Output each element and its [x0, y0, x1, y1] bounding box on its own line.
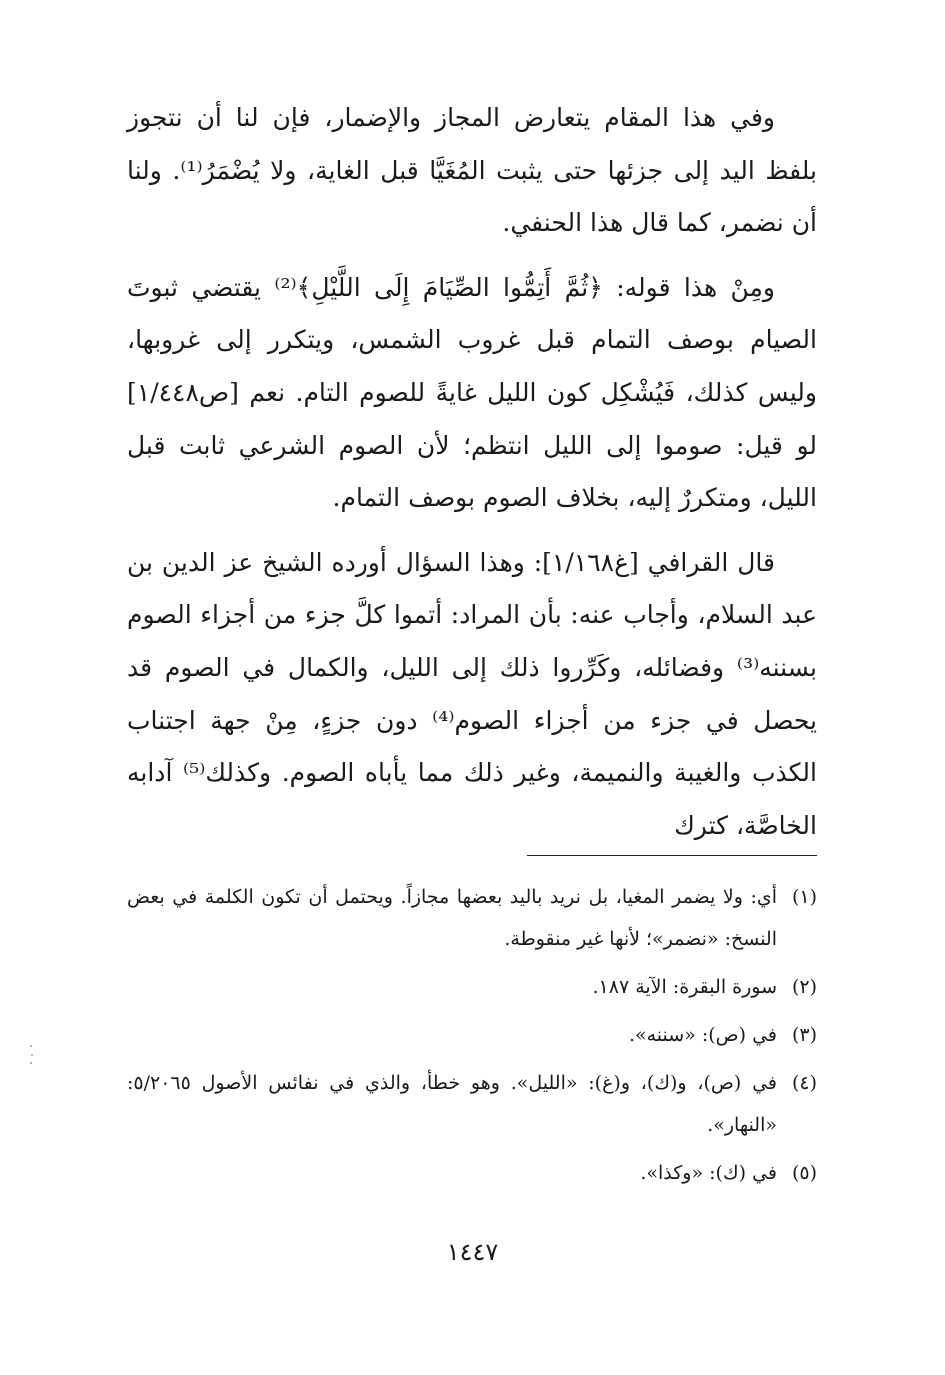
- footnote-text: في (ص)، و(ك)، و(غ): «الليل». وهو خطأ، والذي في نفائس الأصول ٥/٢٠٦٥: «النهار».: [127, 1072, 777, 1136]
- footnote: [127, 1014, 817, 1056]
- footnote-number: (٢): [791, 976, 817, 998]
- scan-specks: [30, 1045, 33, 1065]
- footnote-text: سورة البقرة: الآية ١٨٧.: [592, 976, 777, 998]
- page-number: ١٤٤٧: [446, 1238, 499, 1266]
- paragraph: قال القرافي [غ١/١٦٨]: وهذا السؤال أورده الشيخ عز الدين بن عبد السلام، وأجاب عنه: بأن المراد: أتموا كلَّ جزء من أجزاء الصوم بسننه⁽³⁾ وفضائله، وكَرِّروا ذلك إلى الليل، والكمال في الصوم قد يحصل في جزء من أجزاء الصوم⁽⁴⁾ دون جزءٍ، مِنْ جهة اجتناب الكذب والغيبة والنميمة، وغير ذلك مما يأباه الصوم. وكذلك⁽⁵⁾ آدابه الخاصَّة، كترك: [127, 547, 817, 840]
- paragraph: ومِنْ هذا قوله: ﴿ثُمَّ أَتِمُّوا الصِّيَامَ إِلَى اللَّيْلِ﴾⁽²⁾ يقتضي ثبوتَ الصيام بوصف التمام قبل غروب الشمس، ويتكرر إلى غروبها، وليس كذلك، فَيُشْكِل كون الليل غايةً للصوم التام. نعم [ص١/٤٤٨] لو قيل: صوموا إلى الليل انتظم؛ لأن الصوم الشرعي ثابت قبل الليل، ومتكررٌ إليه، بخلاف الصوم بوصف التمام.: [127, 272, 817, 513]
- footnote: [127, 966, 817, 1008]
- footnote-number: (٥): [791, 1162, 817, 1184]
- footnote-separator: [527, 855, 817, 856]
- footnote: [127, 876, 817, 960]
- main-text: [127, 92, 817, 864]
- footnote-number: (٣): [791, 1024, 817, 1046]
- footnote: [127, 1152, 817, 1194]
- footnote-text: في (ص): «سننه».: [628, 1024, 777, 1046]
- paragraph: وفي هذا المقام يتعارض المجاز والإضمار، فإن لنا أن نتجوز بلفظ اليد إلى جزئها حتى يثبت المُغَيَّا قبل الغاية، ولا يُضْمَرُ⁽¹⁾. ولنا أن نضمر، كما قال هذا الحنفي.: [127, 103, 817, 238]
- footnote-number: (١): [791, 886, 817, 908]
- footnote: [127, 1062, 817, 1146]
- footnote-text: أي: ولا يضمر المغيا، بل نريد باليد بعضها مجازاً. ويحتمل أن تكون الكلمة في بعض النسخ: «نضمر»؛ لأنها غير منقوطة.: [127, 886, 777, 950]
- footnote-text: في (ك): «وكذا».: [640, 1162, 777, 1184]
- footnotes: [127, 876, 817, 1200]
- footnote-number: (٤): [791, 1072, 817, 1094]
